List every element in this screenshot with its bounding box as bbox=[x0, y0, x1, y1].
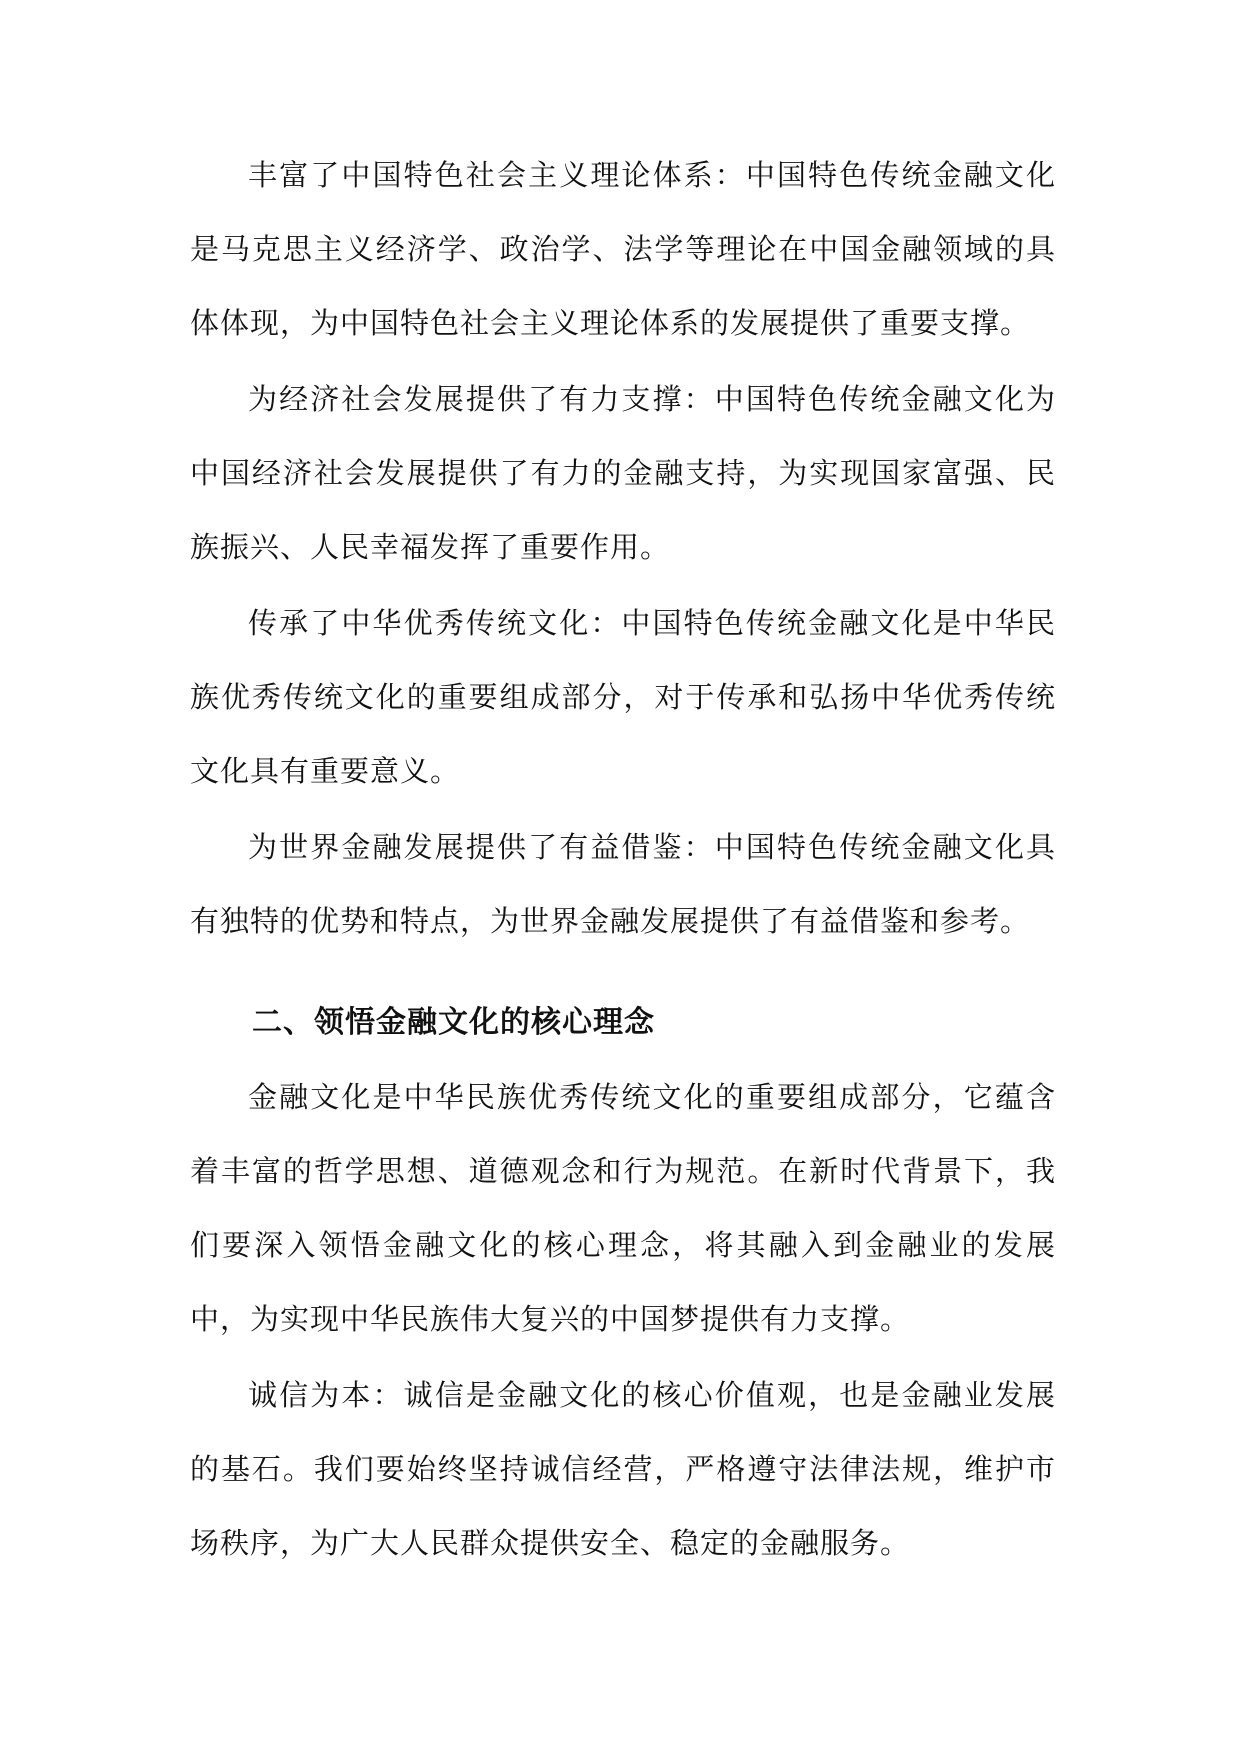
paragraph-cultural-heritage: 传承了中华优秀传统文化：中国特色传统金融文化是中华民族优秀传统文化的重要组成部分，对于传承和弘扬中华优秀传统文化具有重要意义。 bbox=[190, 606, 1056, 788]
document-body bbox=[190, 138, 1056, 1582]
paragraph-core-concepts-intro: 金融文化是中华民族优秀传统文化的重要组成部分，它蕴含着丰富的哲学思想、道德观念和行为规范。在新时代背景下，我们要深入领悟金融文化的核心理念，将其融入到金融业的发展中，为实现中华民族伟大复兴的中国梦提供有力支撑。 bbox=[190, 1080, 1056, 1336]
paragraph-integrity-first: 诚信为本：诚信是金融文化的核心价值观，也是金融业发展的基石。我们要始终坚持诚信经营，严格遵守法律法规，维护市场秩序，为广大人民群众提供安全、稳定的金融服务。 bbox=[190, 1378, 1056, 1560]
paragraph-economic-support: 为经济社会发展提供了有力支撑：中国特色传统金融文化为中国经济社会发展提供了有力的金融支持，为实现国家富强、民族振兴、人民幸福发挥了重要作用。 bbox=[190, 382, 1056, 564]
section-heading: 二、领悟金融文化的核心理念 bbox=[252, 1005, 655, 1040]
paragraph-theory-system: 丰富了中国特色社会主义理论体系：中国特色传统金融文化是马克思主义经济学、政治学、法学等理论在中国金融领域的具体体现，为中国特色社会主义理论体系的发展提供了重要支撑。 bbox=[190, 158, 1056, 340]
paragraph-world-reference: 为世界金融发展提供了有益借鉴：中国特色传统金融文化具有独特的优势和特点，为世界金融发展提供了有益借鉴和参考。 bbox=[190, 830, 1056, 938]
